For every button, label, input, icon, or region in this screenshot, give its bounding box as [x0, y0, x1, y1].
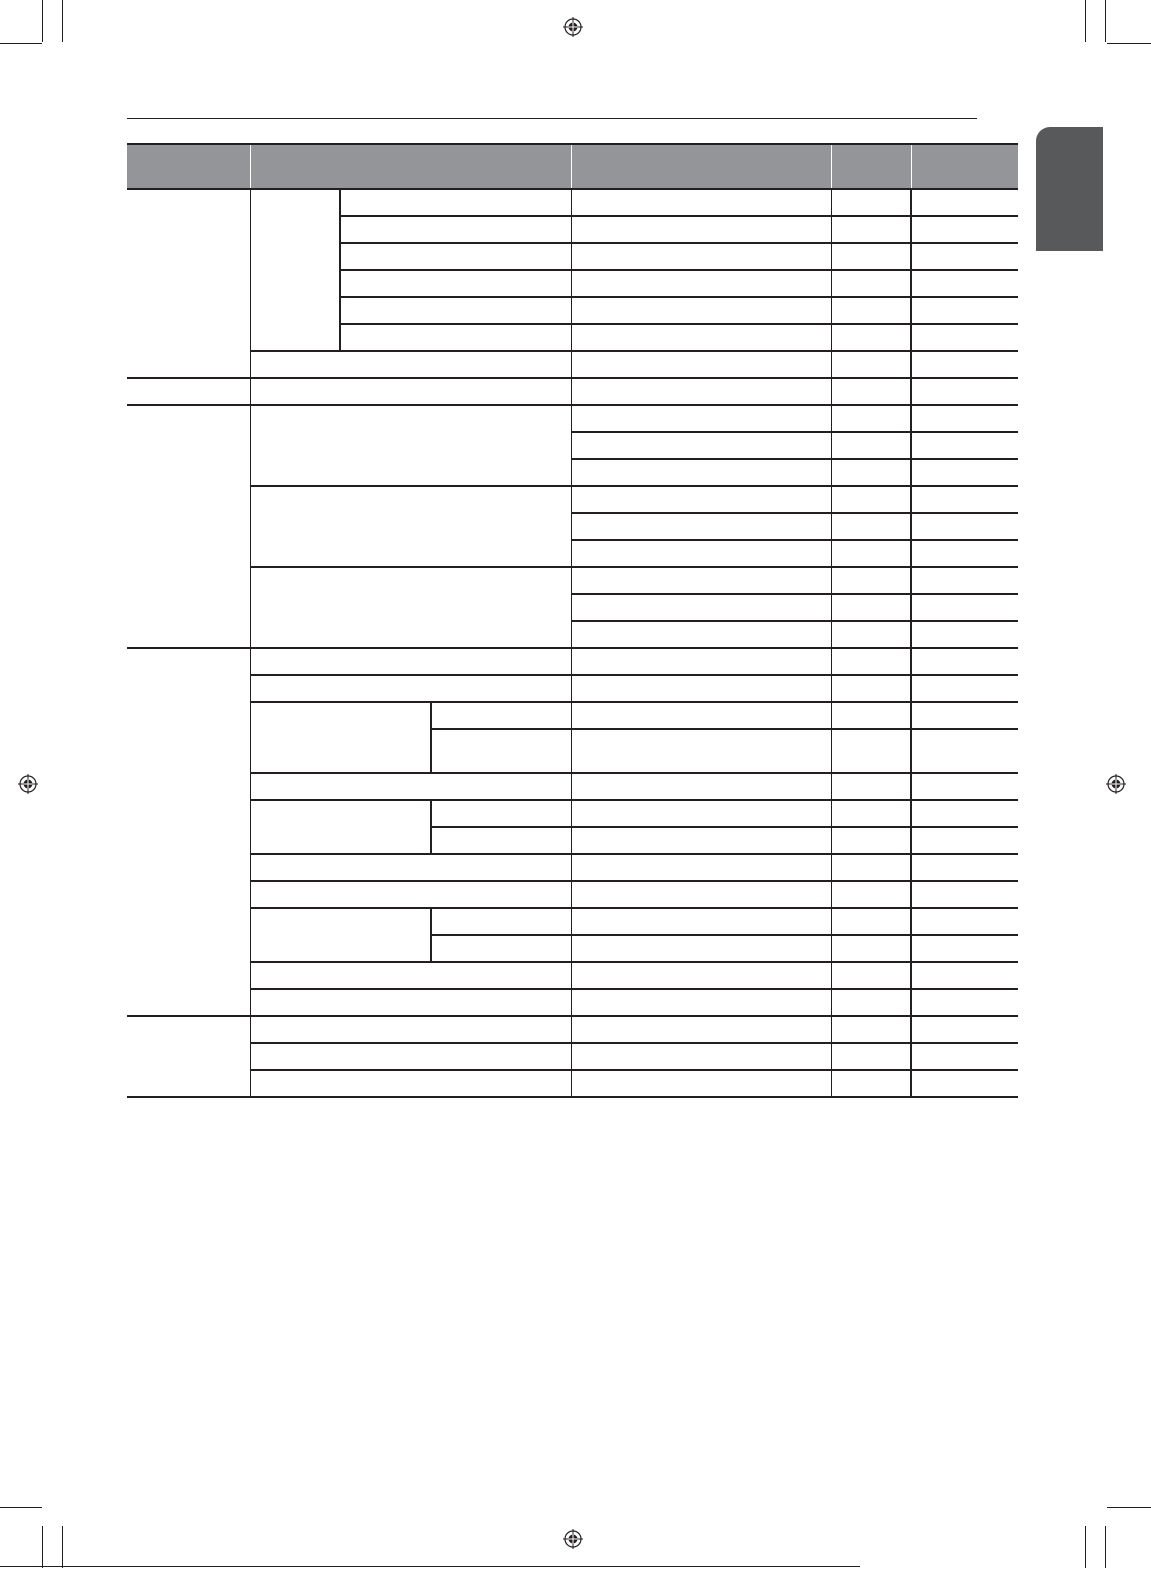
table-cell [250, 1016, 571, 1043]
header-cell [831, 144, 911, 189]
table-cell [571, 800, 831, 827]
table-cell [911, 540, 1018, 567]
table-cell [431, 800, 571, 827]
table-cell [571, 405, 831, 432]
table-cell [250, 567, 571, 648]
table-cell [250, 648, 571, 675]
table-cell [911, 935, 1018, 962]
table-cell [831, 567, 911, 594]
table-row [127, 773, 1018, 800]
table-cell [431, 827, 571, 854]
table-cell [571, 189, 831, 216]
table-cell [571, 324, 831, 351]
table-cell [571, 270, 831, 297]
table-cell [250, 405, 571, 486]
table-cell [250, 854, 571, 881]
table-cell [831, 1043, 911, 1070]
header-rule [127, 118, 977, 119]
table-row [127, 989, 1018, 1016]
table-cell [911, 1070, 1018, 1097]
table-cell [911, 908, 1018, 935]
table-cell [431, 935, 571, 962]
crop-mark-icon [1085, 1526, 1086, 1568]
table-cell [831, 908, 911, 935]
table-cell [911, 827, 1018, 854]
table-cell [911, 513, 1018, 540]
table-cell [831, 486, 911, 513]
table-cell [571, 648, 831, 675]
table-cell [571, 881, 831, 908]
table-cell [911, 648, 1018, 675]
table-cell [911, 594, 1018, 621]
registration-mark-icon [563, 17, 583, 37]
table-row [127, 1043, 1018, 1070]
table-cell [831, 459, 911, 486]
table-cell [571, 935, 831, 962]
table-cell [571, 1016, 831, 1043]
table-cell [571, 1070, 831, 1097]
table-row [127, 854, 1018, 881]
table-row [127, 1016, 1018, 1043]
crop-mark-icon [42, 0, 43, 42]
table-cell [831, 432, 911, 459]
table-cell [831, 351, 911, 378]
table-row [127, 378, 1018, 405]
table-cell [340, 189, 571, 216]
table-cell [911, 216, 1018, 243]
table-cell [571, 962, 831, 989]
table-cell [571, 513, 831, 540]
table-cell [571, 297, 831, 324]
table-cell [571, 729, 831, 773]
crop-mark-icon [62, 1526, 63, 1568]
registration-mark-icon [563, 1529, 583, 1549]
table-cell [571, 854, 831, 881]
table-row [127, 486, 1018, 513]
table-cell [911, 773, 1018, 800]
table-cell [911, 621, 1018, 648]
table-cell [831, 881, 911, 908]
crop-mark-icon [42, 1526, 43, 1568]
table-cell [340, 216, 571, 243]
table-cell [911, 1016, 1018, 1043]
header-cell [911, 144, 1018, 189]
crop-mark-icon [1085, 0, 1086, 42]
table-row [127, 1070, 1018, 1097]
table-cell [831, 729, 911, 773]
table-cell [250, 881, 571, 908]
table-row [127, 648, 1018, 675]
table-row [127, 405, 1018, 432]
table-cell [340, 324, 571, 351]
table-cell [571, 1043, 831, 1070]
bottom-trim-line [0, 1566, 860, 1567]
table-cell [831, 648, 911, 675]
language-side-tab [1036, 127, 1103, 251]
table-cell [571, 675, 831, 702]
table-cell [127, 648, 250, 1016]
table-cell [831, 800, 911, 827]
header-cell [571, 144, 831, 189]
crop-mark-icon [0, 1507, 42, 1508]
table-cell [911, 486, 1018, 513]
table-row [127, 962, 1018, 989]
table-cell [571, 216, 831, 243]
table-cell [250, 378, 571, 405]
table-cell [250, 189, 340, 351]
table-cell [911, 881, 1018, 908]
header-cell [250, 144, 571, 189]
table-cell [831, 1016, 911, 1043]
table-row [127, 567, 1018, 594]
table-cell [911, 702, 1018, 729]
table-cell [831, 989, 911, 1016]
table-cell [250, 1043, 571, 1070]
table-cell [831, 827, 911, 854]
table-row [127, 800, 1018, 827]
table-cell [831, 773, 911, 800]
table-cell [250, 773, 571, 800]
table-row [127, 351, 1018, 378]
table-cell [571, 567, 831, 594]
table-cell [431, 908, 571, 935]
table-cell [911, 297, 1018, 324]
table-cell [911, 989, 1018, 1016]
table-cell [250, 989, 571, 1016]
crop-mark-icon [1107, 1507, 1151, 1508]
table-cell [127, 189, 250, 378]
table-cell [127, 405, 250, 648]
table-cell [831, 621, 911, 648]
table-cell [250, 702, 431, 773]
crop-mark-icon [1105, 0, 1106, 42]
table-cell [911, 243, 1018, 270]
table-row [127, 189, 1018, 216]
table-cell [911, 189, 1018, 216]
table-header-row [127, 144, 1018, 189]
table-cell [571, 908, 831, 935]
table-cell [831, 378, 911, 405]
table-cell [250, 908, 431, 962]
table-cell [911, 405, 1018, 432]
table-cell [911, 675, 1018, 702]
table-cell [911, 1043, 1018, 1070]
table-row [127, 702, 1018, 729]
table-cell [911, 962, 1018, 989]
table-cell [911, 459, 1018, 486]
table-cell [250, 1070, 571, 1097]
table-cell [831, 594, 911, 621]
table-cell [571, 773, 831, 800]
table-cell [571, 702, 831, 729]
table-cell [571, 594, 831, 621]
table-cell [831, 270, 911, 297]
table-cell [571, 827, 831, 854]
table-cell [911, 854, 1018, 881]
table-cell [831, 243, 911, 270]
table-cell [571, 540, 831, 567]
table-cell [571, 378, 831, 405]
table-cell [831, 189, 911, 216]
table-cell [831, 962, 911, 989]
table-row [127, 881, 1018, 908]
table-cell [571, 486, 831, 513]
table-cell [250, 486, 571, 567]
registration-mark-icon [18, 774, 38, 794]
table-cell [340, 243, 571, 270]
table-cell [831, 935, 911, 962]
table-cell [911, 567, 1018, 594]
table-cell [571, 989, 831, 1016]
table-cell [571, 432, 831, 459]
table-cell [250, 675, 571, 702]
table-cell [250, 800, 431, 854]
crop-mark-icon [0, 43, 42, 44]
table-cell [911, 729, 1018, 773]
table-cell [127, 1016, 250, 1097]
table-cell [831, 513, 911, 540]
table-cell [831, 854, 911, 881]
table-cell [831, 675, 911, 702]
table-cell [831, 702, 911, 729]
header-cell [127, 144, 250, 189]
table-cell [911, 800, 1018, 827]
specification-table [127, 143, 1018, 1098]
table-cell [571, 243, 831, 270]
table-cell [250, 351, 571, 378]
table-cell [831, 297, 911, 324]
table-cell [571, 621, 831, 648]
table-cell [431, 702, 571, 729]
table-cell [250, 962, 571, 989]
table-cell [831, 405, 911, 432]
table-cell [831, 324, 911, 351]
registration-mark-icon [1106, 774, 1126, 794]
table-row [127, 908, 1018, 935]
crop-mark-icon [1105, 1526, 1106, 1568]
table-cell [911, 378, 1018, 405]
table-cell [431, 729, 571, 773]
table-cell [571, 459, 831, 486]
table-cell [911, 324, 1018, 351]
table-cell [911, 270, 1018, 297]
table-cell [831, 540, 911, 567]
crop-mark-icon [1107, 43, 1151, 44]
table-cell [127, 378, 250, 405]
table-cell [571, 351, 831, 378]
table-cell [340, 270, 571, 297]
table-cell [911, 351, 1018, 378]
table-cell [911, 432, 1018, 459]
crop-mark-icon [62, 0, 63, 42]
table-cell [831, 216, 911, 243]
table-cell [831, 1070, 911, 1097]
table-row [127, 675, 1018, 702]
table-cell [340, 297, 571, 324]
